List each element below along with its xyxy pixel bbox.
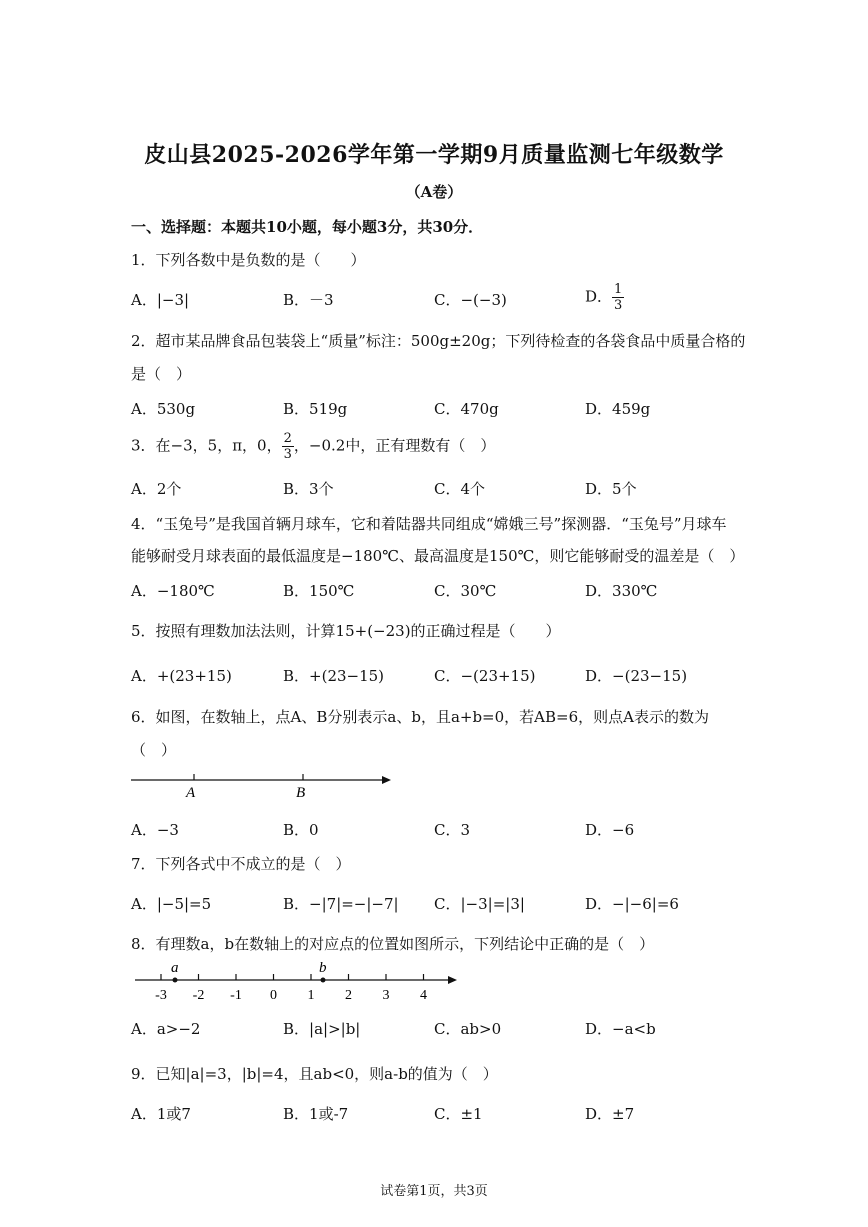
q6-label-b: B — [296, 785, 306, 801]
q5-option-d: D．−(23−15) — [585, 667, 688, 685]
q4-option-b: B．150℃ — [283, 582, 355, 600]
q8-label-b: b — [319, 960, 327, 976]
q3-option-c: C．4个 — [434, 480, 486, 498]
q1-option-c: C．−(−3) — [434, 291, 507, 309]
q1-option-a: A．|−3| — [131, 291, 190, 309]
q2-option-b: B．519g — [283, 400, 348, 418]
q3-option-d: D．5个 — [585, 480, 637, 498]
question-4-stem-line2: 能够耐受月球表面的最低温度是−180℃、最高温度是150℃，则它能够耐受的温差是（ ） — [131, 547, 745, 565]
q1-option-d — [585, 282, 624, 313]
q3-option-a: A．2个 — [131, 480, 182, 498]
q8-axis-arrow — [448, 976, 457, 984]
question-8-stem: 8．有理数a，b在数轴上的对应点的位置如图所示，下列结论中正确的是（ ） — [131, 935, 655, 953]
q8-tick-label: 4 — [420, 988, 427, 1003]
question-5-stem: 5．按照有理数加法法则，计算15+(−23)的正确过程是（ ） — [131, 622, 561, 640]
q4-option-a: A．−180℃ — [131, 582, 215, 600]
q8-tick-label: 3 — [382, 988, 390, 1003]
q3-option-b: B．3个 — [283, 480, 334, 498]
question-3-stem — [131, 431, 495, 462]
q5-option-b: B．+(23−15) — [283, 667, 385, 685]
q8-tick-label: 2 — [345, 988, 352, 1003]
q6-option-d: D．−6 — [585, 821, 635, 839]
section-heading: 一、选择题：本题共10小题，每小题3分，共30分． — [131, 218, 484, 236]
q6-option-b: B．0 — [283, 821, 319, 839]
page-footer: 试卷第1页，共3页 — [380, 1184, 488, 1199]
q2-option-c: C．470g — [434, 400, 499, 418]
q7-option-a: A．|−5|=5 — [131, 895, 212, 913]
q7-option-c: C．|−3|=|3| — [434, 895, 525, 913]
q7-option-b: B．−|7|=−|−7| — [283, 895, 399, 913]
q8-label-a: a — [171, 960, 179, 976]
q3-stem-post: ，−0.2中，正有理数有（ ） — [293, 436, 496, 455]
question-2-stem-line1: 2．超市某品牌食品包装袋上“质量”标注：500g±20g；下列待检查的各袋食品中质量合格的 — [131, 332, 746, 350]
q8-tick-label: -2 — [192, 988, 205, 1003]
q5-option-a: A．+(23+15) — [131, 667, 232, 685]
q1-numerator: 1 — [614, 282, 623, 297]
q8-option-d: D．−a<b — [585, 1020, 656, 1038]
q9-option-b: B．1或-7 — [283, 1105, 349, 1123]
question-4-stem-line1: 4．“玉兔号”是我国首辆月球车，它和着陆器共同组成“嫦娥三号”探测器．“玉兔号”月球车 — [131, 515, 727, 533]
q6-axis-arrow — [382, 776, 391, 784]
q4-option-d: D．330℃ — [585, 582, 658, 600]
number-line-figure-q8 — [130, 958, 465, 1004]
q1-option-b: B．－3 — [283, 291, 334, 309]
q1-option-d-label: D． — [585, 287, 613, 306]
q8-point-b — [321, 978, 326, 983]
q8-tick-label: 1 — [307, 988, 315, 1003]
q8-option-c: C．ab>0 — [434, 1020, 502, 1038]
q8-tick-label: 0 — [270, 988, 277, 1003]
q3-denominator: 3 — [283, 447, 292, 462]
question-1-stem: 1．下列各数中是负数的是（ ） — [131, 251, 366, 269]
number-line-figure-q6 — [128, 768, 398, 802]
question-6-stem-line2: （ ） — [131, 741, 177, 759]
q8-option-a: A．a>−2 — [131, 1020, 201, 1038]
q8-tick-label: -3 — [155, 988, 167, 1003]
q6-option-a: A．−3 — [131, 821, 179, 839]
exam-subtitle: （A卷） — [405, 183, 463, 201]
q6-label-a: A — [186, 785, 196, 801]
q8-ticks — [155, 974, 427, 1003]
question-2-stem-line2: 是（ ） — [131, 365, 192, 383]
q8-point-a — [173, 978, 178, 983]
q9-option-d: D．±7 — [585, 1105, 635, 1123]
q1-denominator: 3 — [614, 298, 623, 313]
q4-option-c: C．30℃ — [434, 582, 497, 600]
q3-numerator: 2 — [283, 431, 292, 446]
q9-option-a: A．1或7 — [131, 1105, 191, 1123]
question-9-stem: 9．已知|a|=3，|b|=4，且ab<0，则a-b的值为（ ） — [131, 1065, 498, 1083]
q3-stem-pre: 3．在−3，5，π，0， — [131, 436, 282, 455]
exam-title: 皮山县2025-2026学年第一学期9月质量监测七年级数学 — [144, 142, 724, 168]
q8-tick-label: -1 — [230, 988, 242, 1003]
question-6-stem-line1: 6．如图，在数轴上，点A、B分别表示a、b，且a+b=0，若AB=6，则点A表示的数为 — [131, 708, 709, 726]
q3-fraction — [282, 431, 294, 462]
q2-option-d: D．459g — [585, 400, 651, 418]
q8-option-b: B．|a|>|b| — [283, 1020, 361, 1038]
q6-option-c: C．3 — [434, 821, 471, 839]
question-7-stem: 7．下列各式中不成立的是（ ） — [131, 855, 351, 873]
q7-option-d: D．−|−6|=6 — [585, 895, 679, 913]
q9-option-c: C．±1 — [434, 1105, 483, 1123]
q2-option-a: A．530g — [131, 400, 196, 418]
q1-fraction — [612, 282, 624, 313]
q5-option-c: C．−(23+15) — [434, 667, 536, 685]
